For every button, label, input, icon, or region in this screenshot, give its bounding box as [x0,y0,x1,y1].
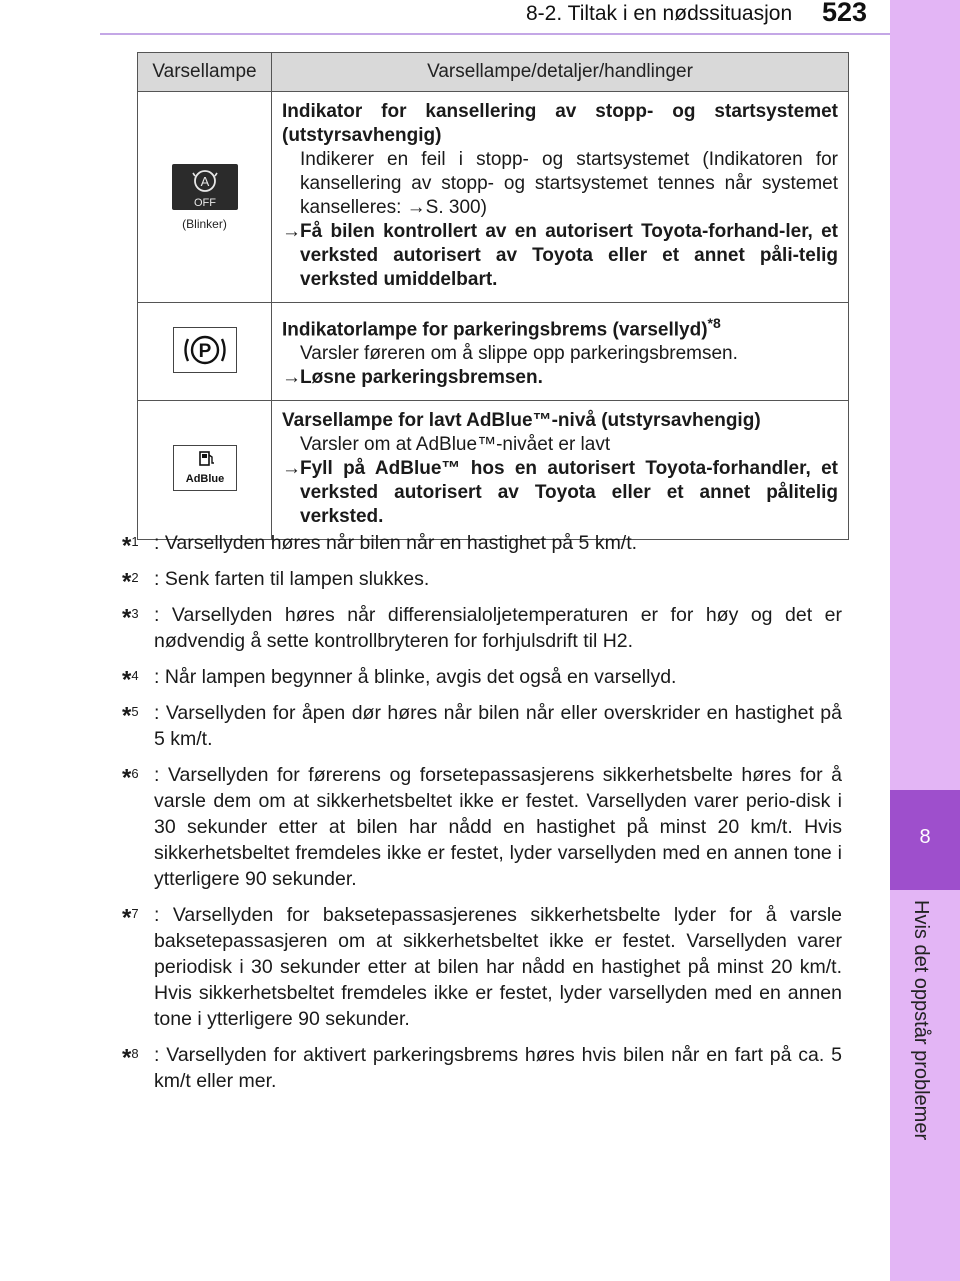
lamp-text: Indikerer en feil i stopp- og startsystemet (Indikatoren for kansellering av stopp- og startsystemet tennes når systemet kanselleres: →S. 300) [300,149,838,218]
icon-letter-p: P [198,340,211,362]
icon-letter-a: A [200,173,209,189]
arrow-icon: → [282,367,301,389]
lamp-action: →Fyll på AdBlue™ hos en autorisert Toyota-forhandler, et verksted autorisert av Toyota eller et annet pålitelig verksted. [282,458,838,528]
header-divider [100,33,890,35]
footnote: *$^3$ : Varsellyden høres når differensialoljetemperaturen er for høy og det er nødvendig å sette kontrollbryteren for forhjulsdrift til H2. [122,604,842,652]
column-header-details: Varsellampe/detaljer/handlinger [272,53,849,92]
lamp-icon-cell [138,303,272,401]
footnote: *$^8$ : Varsellyden for aktivert parkeringsbrems høres hvis bilen når en fart på ca. 5 km/t eller mer. [122,1044,842,1092]
lamp-action: →Løsne parkeringsbremsen. [282,367,543,389]
lamp-action: →Få bilen kontrollert av en autorisert Toyota-forhand-ler, et verksted autorisert av Toyota eller et annet påli-telig verksted umiddelbart. [282,221,838,290]
footnote: *$^7$ : Varsellyden for baksetepassasjerenes sikkerhetsbelte lyder for å varsle baksetepassasjeren om at sikkerhetsbeltet ikke er festet. Varsellyden varer periodisk i 30 sekunder etter at bilen har nådd en hastighet på minst 20 km/t. Hvis sikkerhetsbeltet fremdeles ikke er festet, lyder varsellyden med en annen tone i ytterligere 90 sekunder. [122,904,842,1030]
table-row [138,303,849,401]
lamp-description-cell [272,401,849,540]
lamp-title: Indikator for kansellering av stopp- og startsystemet (utstyrsavhengig) [282,101,838,146]
parking-brake-icon [173,327,237,373]
lamp-text: Varsler om at AdBlue™-nivået er lavt [300,434,611,456]
lamp-title: Varsellampe for lavt AdBlue™-nivå (utstyrsavhengig) [282,410,761,432]
icon-off-text: OFF [193,196,216,209]
adblue-label: AdBlue [185,473,224,486]
chapter-number: 8 [919,826,931,848]
arrow-icon: → [282,458,301,480]
footnote: *$^6$ : Varsellyden for førerens og forsetepassasjerens sikkerhetsbelte høres for å varsle dem om at sikkerhetsbeltet ikke er festet. Varsellyden varer perio-disk i 30 sekunder etter at bilen har nådd en hastighet på minst 20 km/t. Hvis sikkerhetsbeltet fremdeles ikke er festet, lyder varsellyden med en annen tone i ytterligere 90 sekunder. [122,764,842,890]
footnote: *$^1$ : Varsellyden høres når bilen når en hastighet på 5 km/t. [122,532,638,560]
lamp-title: Indikatorlampe for parkeringsbrems (varsellyd)$^{*8}$ [282,315,721,341]
footnote: *$^4$ : Når lampen begynner å blinke, avgis det også en varsellyd. [122,666,677,694]
lamp-description-cell [272,303,849,401]
table-row [138,401,849,540]
lamp-icon-cell [138,401,272,540]
table-header-row [138,53,849,92]
lamp-text: Varsler føreren om å slippe opp parkeringsbremsen. [300,343,738,365]
table-row [138,92,849,303]
column-header-lamp: Varsellampe [138,53,272,92]
section-title: 8-2. Tiltak i en nødssituasjon [526,2,793,25]
warning-lamp-table [137,52,849,540]
adblue-icon [173,445,237,491]
footnote: *$^5$ : Varsellyden for åpen dør høres når bilen når eller overskrider en hastighet på 5 km/t. [122,702,842,750]
lamp-description-cell [272,92,849,303]
blink-note: (Blinker) [182,216,227,231]
footnotes [122,530,842,1104]
page-number: 523 [822,0,868,27]
arrow-icon: → [282,221,301,242]
stop-start-off-icon [172,164,238,210]
lamp-icon-cell [138,92,272,303]
footnote: *$^2$ : Senk farten til lampen slukkes. [122,568,430,596]
